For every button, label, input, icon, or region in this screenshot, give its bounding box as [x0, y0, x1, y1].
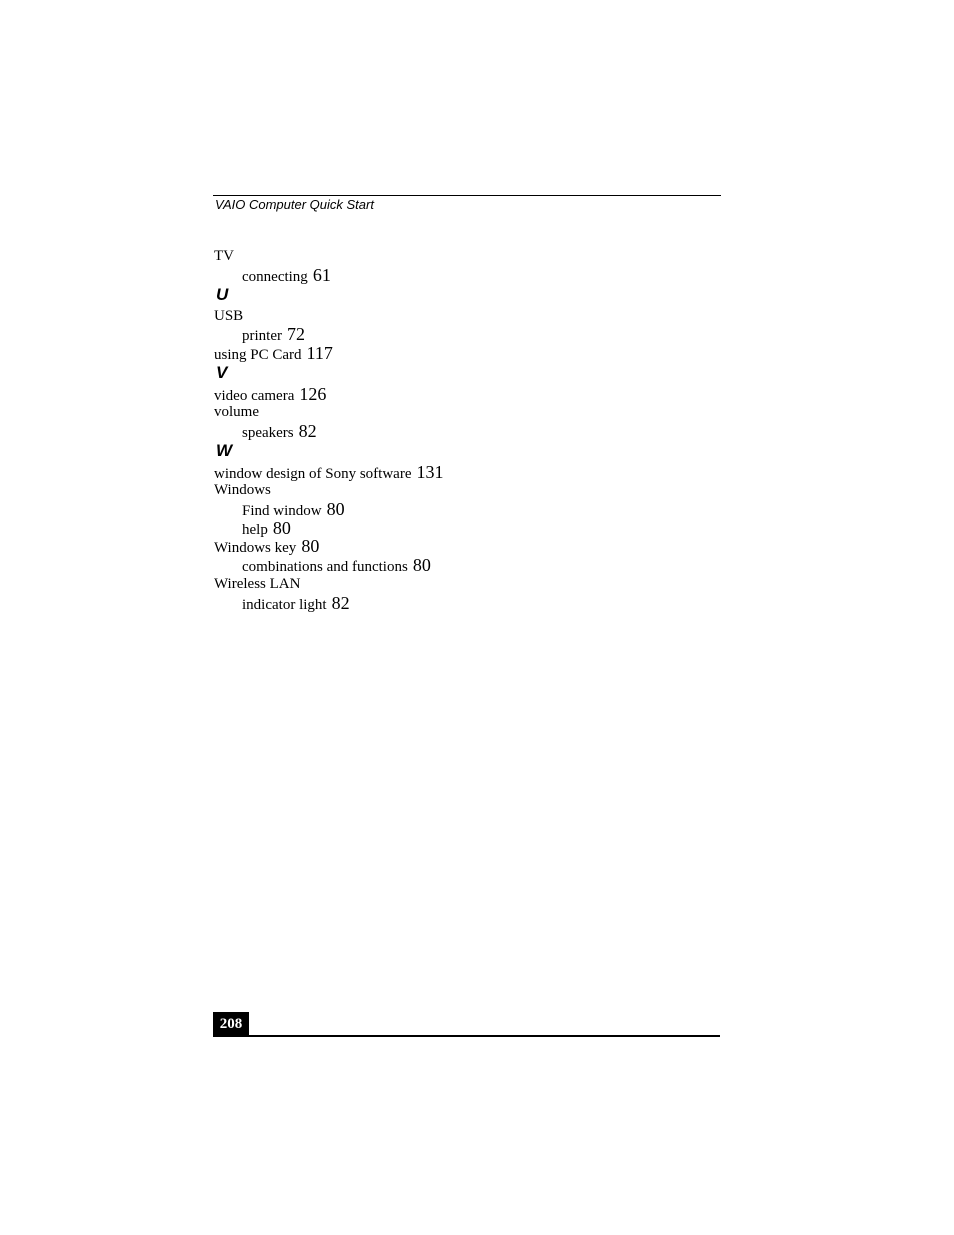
header-rule — [213, 195, 721, 196]
index-term: Wireless LAN — [214, 576, 301, 592]
index-page-ref[interactable]: 126 — [299, 384, 327, 404]
index-term: indicator light — [242, 597, 327, 613]
index-entry-volume — [214, 403, 259, 421]
index-term: Find window — [242, 503, 322, 519]
index-term: USB — [214, 308, 244, 324]
index-term: Windows — [214, 482, 271, 498]
index-entry-window-design — [214, 463, 443, 483]
footer-rule — [213, 1035, 720, 1037]
index-term: using PC Card — [214, 347, 302, 363]
index-term: help — [242, 522, 268, 538]
index-term: window design of Sony software — [214, 466, 412, 482]
index-page-ref[interactable]: 82 — [298, 421, 317, 441]
index-entry-wireless-lan — [214, 575, 300, 593]
index-term: video camera — [214, 388, 295, 404]
index-letter-heading-u: U — [216, 285, 229, 304]
index-subentry-connecting — [242, 266, 331, 286]
running-header-title: VAIO Computer Quick Start — [215, 197, 374, 212]
index-page-ref[interactable]: 61 — [312, 265, 331, 285]
index-subentry-printer — [242, 325, 305, 345]
index-term: combinations and functions — [242, 559, 408, 575]
index-term: speakers — [242, 425, 294, 441]
index-term: TV — [214, 248, 234, 264]
index-subentry-speakers — [242, 422, 317, 442]
index-page-ref[interactable]: 82 — [331, 593, 350, 613]
index-letter-heading-v: V — [216, 363, 228, 382]
index-page-ref[interactable]: 72 — [286, 324, 305, 344]
index-entry-windows-key — [214, 537, 319, 557]
index-entry-using-pc-card — [214, 344, 333, 364]
index-subentry-find-window — [242, 500, 345, 520]
page-number-box — [213, 1012, 249, 1036]
index-page-ref[interactable]: 80 — [412, 555, 431, 575]
index-term: printer — [242, 328, 282, 344]
index-term: volume — [214, 404, 259, 420]
index-page-ref[interactable]: 80 — [326, 499, 345, 519]
index-subentry-help — [242, 519, 291, 539]
index-entry-usb — [214, 307, 243, 325]
index-term: Windows key — [214, 540, 297, 556]
index-letter-heading-w: W — [216, 441, 233, 460]
index-subentry-indicator-light — [242, 594, 350, 614]
index-page-ref[interactable]: 80 — [301, 536, 320, 556]
index-page-ref[interactable]: 117 — [306, 343, 333, 363]
index-entry-tv — [214, 247, 234, 265]
index-entry-video-camera — [214, 385, 326, 405]
index-subentry-combinations — [242, 556, 431, 576]
page-number: 208 — [219, 1016, 243, 1032]
index-page-ref[interactable]: 80 — [272, 518, 291, 538]
index-term: connecting — [242, 269, 308, 285]
index-page-ref[interactable]: 131 — [416, 462, 444, 482]
index-entry-windows — [214, 481, 271, 499]
